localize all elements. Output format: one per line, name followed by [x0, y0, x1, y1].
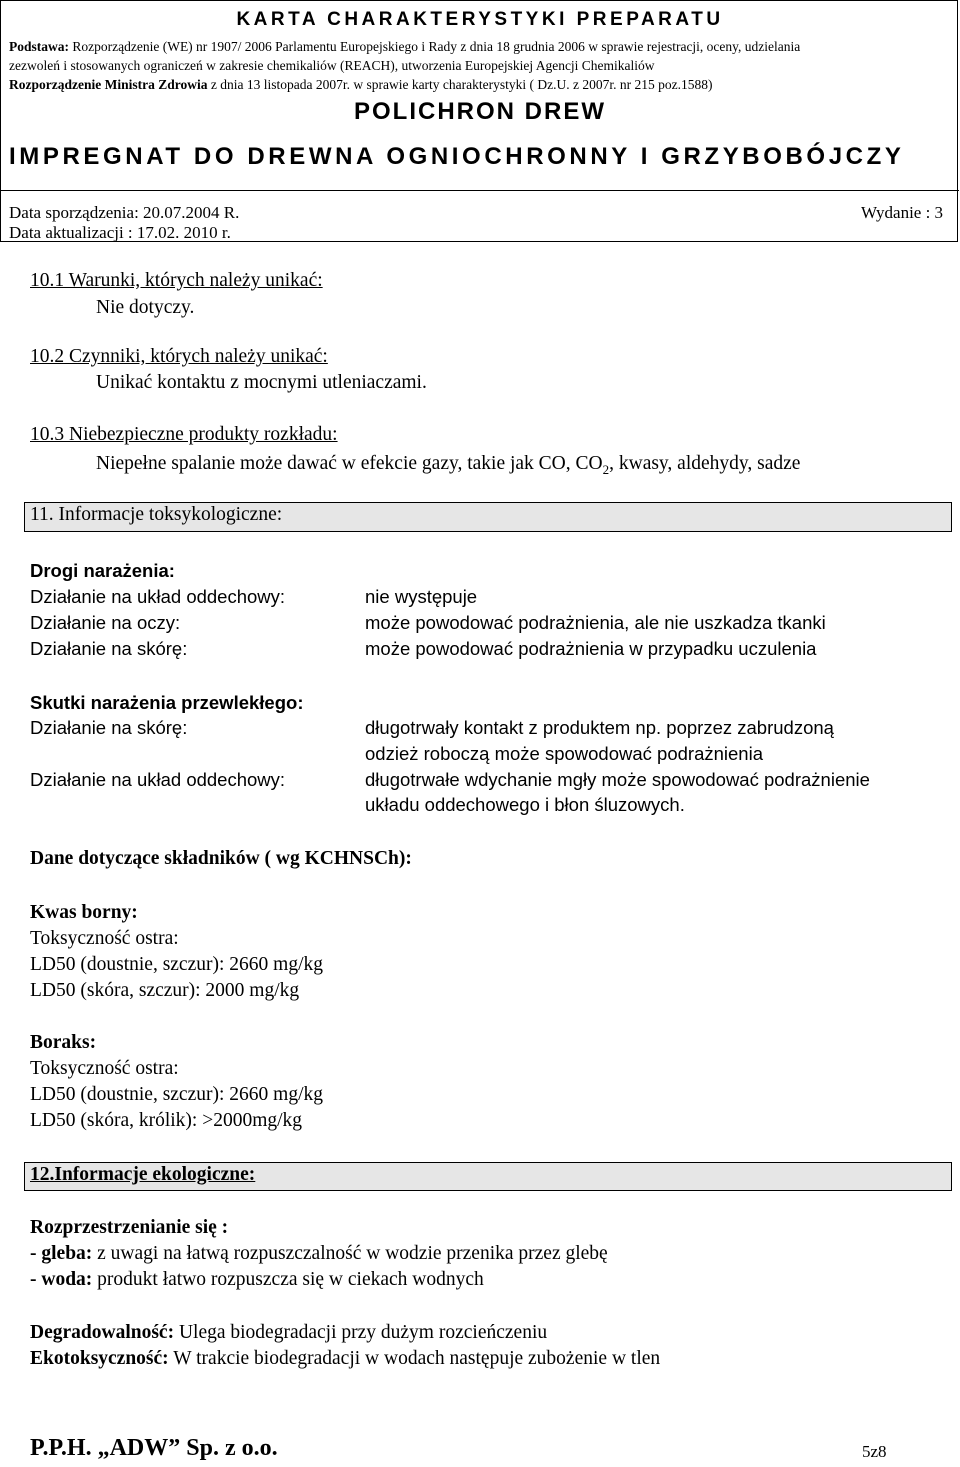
- borax-ld50-skin: LD50 (skóra, królik): >2000mg/kg: [30, 1110, 303, 1131]
- section-11-heading: 11. Informacje toksykologiczne:: [30, 504, 283, 525]
- chronic-resp-value-1: długotrwałe wdychanie mgły może spowodować podrażnienie: [365, 769, 870, 790]
- section-10-2-text: Unikać kontaktu z mocnymi utleniaczami.: [96, 372, 427, 393]
- product-description: IMPREGNAT DO DREWNA OGNIOCHRONNY I GRZYBOBÓJCZY: [9, 143, 905, 170]
- borax-title: Boraks:: [30, 1032, 97, 1053]
- route-label: Działanie na skórę:: [30, 638, 188, 659]
- chronic-resp-value-2: układu oddechowego i błon śluzowych.: [365, 794, 685, 815]
- title-box: [1, 1, 959, 191]
- water-line: - woda: produkt łatwo rozpuszcza się w ciekach wodnych: [30, 1269, 484, 1290]
- chronic-skin-value-1: długotrwały kontakt z produktem np. poprzez zabrudzoną: [365, 717, 834, 738]
- legal-basis-line-2: zezwoleń i stosowanych ograniczeń w zakresie chemikaliów (REACH), utworzenia Europejskiej Agencji Chemikaliów: [9, 58, 655, 73]
- route-value: może powodować podrażnienia, ale nie uszkadza tkanki: [365, 612, 826, 633]
- routes-title: Drogi narażenia:: [30, 560, 175, 581]
- document-title: KARTA CHARAKTERYSTYKI PREPARATU: [236, 9, 724, 30]
- chronic-resp-label: Działanie na układ oddechowy:: [30, 769, 286, 790]
- date-updated: Data aktualizacji : 17.02. 2010 r.: [9, 223, 231, 242]
- section-10-1-text: Nie dotyczy.: [96, 297, 195, 318]
- section-10-1-heading: 10.1 Warunki, których należy unikać:: [30, 270, 323, 291]
- degradability-line: Degradowalność: Ulega biodegradacji przy dużym rozcieńczeniu: [30, 1322, 548, 1343]
- edition: Wydanie : 3: [861, 203, 944, 222]
- section-10-3-text: Niepełne spalanie może dawać w efekcie gazy, takie jak CO, $CO_2$, kwasy, aldehydy, sadze: [96, 453, 801, 477]
- product-name: POLICHRON DREW: [354, 98, 606, 125]
- borax-ld50-oral: LD50 (doustnie, szczur): 2660 mg/kg: [30, 1084, 323, 1105]
- date-created: Data sporządzenia: 20.07.2004 R.: [9, 203, 240, 222]
- footer-company: P.P.H. „ADW” Sp. z o.o.: [30, 1435, 278, 1461]
- section-10-3-heading: 10.3 Niebezpieczne produkty rozkładu:: [30, 424, 338, 445]
- components-title: Dane dotyczące składników ( wg KCHNSCh):: [30, 848, 412, 869]
- legal-basis-line-3: Rozporządzenie Ministra Zdrowia z dnia 13 listopada 2007r. w sprawie karty charakterystyki ( Dz.U. z 2007r. nr 215 poz.1588): [9, 77, 713, 92]
- section-12-heading: 12.Informacje ekologiczne:: [30, 1164, 256, 1185]
- legal-basis-line-1: Podstawa: Rozporządzenie (WE) nr 1907/ 2006 Parlamentu Europejskiego i Rady z dnia 18 grudnia 2006 w sprawie rejestracji, oceny, udzielania: [9, 39, 801, 54]
- ecotoxicity-line: Ekotoksyczność: W trakcie biodegradacji w wodach następuje zubożenie w tlen: [30, 1348, 661, 1369]
- footer-page-number: 5z8: [862, 1442, 887, 1461]
- boric-acid-tox: Toksyczność ostra:: [30, 928, 179, 949]
- boric-acid-ld50-skin: LD50 (skóra, szczur): 2000 mg/kg: [30, 980, 300, 1001]
- document-header: [0, 0, 958, 242]
- boric-acid-ld50-oral: LD50 (doustnie, szczur): 2660 mg/kg: [30, 954, 323, 975]
- boric-acid-title: Kwas borny:: [30, 902, 138, 923]
- chronic-title: Skutki narażenia przewlekłego:: [30, 692, 304, 713]
- borax-tox: Toksyczność ostra:: [30, 1058, 179, 1079]
- route-value: może powodować podrażnienia w przypadku uczulenia: [365, 638, 817, 659]
- route-label: Działanie na układ oddechowy:: [30, 586, 286, 607]
- chronic-skin-value-2: odzież roboczą może spowodować podrażnienia: [365, 743, 763, 764]
- section-10-2-heading: 10.2 Czynniki, których należy unikać:: [30, 346, 328, 367]
- spread-title: Rozprzestrzenianie się :: [30, 1217, 229, 1238]
- chronic-skin-label: Działanie na skórę:: [30, 717, 188, 738]
- route-label: Działanie na oczy:: [30, 612, 181, 633]
- soil-line: - gleba: z uwagi na łatwą rozpuszczalność w wodzie przenika przez glebę: [30, 1243, 608, 1264]
- route-value: nie występuje: [365, 586, 478, 607]
